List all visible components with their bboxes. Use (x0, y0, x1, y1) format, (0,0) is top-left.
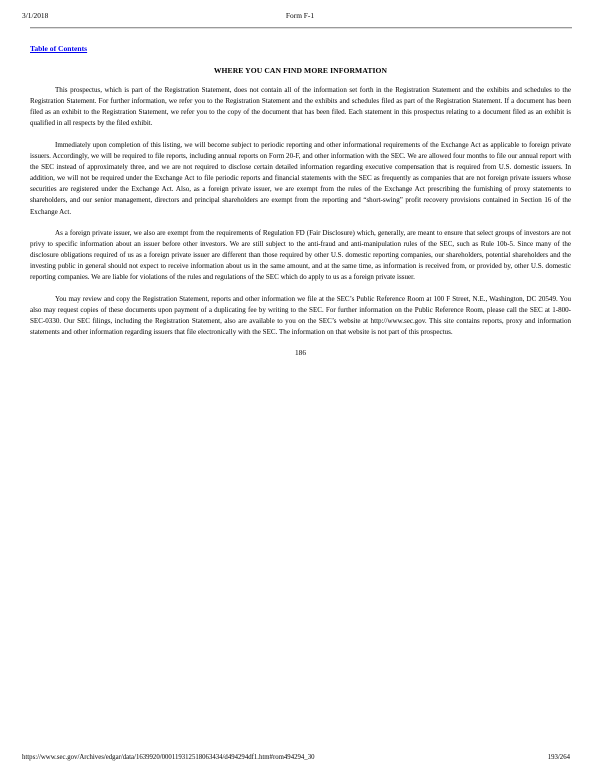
paragraph-registration-statement: This prospectus, which is part of the Registration Statement, does not contain all of the information set forth in the Registration Statement and the exhibits and schedules to the Registration Statement. For further information, we refer you to the Registration Statement and the exhibits and schedules filed as part of the Registration Statement. If a document has been filed as an exhibit to the Registration Statement, we refer you to the copy of the document that has been filed. Each statement in this prospectus relating to a document filed as an exhibit is qualified in all respects by the filed exhibit. (30, 86, 571, 128)
document-body (30, 66, 571, 357)
paragraph-public-reference-room: You may review and copy the Registration Statement, reports and other information we file at the SEC’s Public Reference Room at 100 F Street, N.E., Washington, DC 20549. You also may request copies of these documents upon payment of a duplicating fee by writing to the SEC. For further information on the Public Reference Room, please call the SEC at 1-800-SEC-0330. Our SEC filings, including the Registration Statement, also are available to you on the SEC’s website at http://www.sec.gov. This site contains reports, proxy and information statements and other information regarding issuers that file electronically with the SEC. The information on that website is not part of this prospectus. (30, 294, 571, 336)
source-url: https://www.sec.gov/Archives/edgar/data/1639920/000119312518063434/d494294df1.htm#rom494294_30 (22, 754, 315, 761)
paragraph-regulation-fd: As a foreign private issuer, we also are exempt from the requirements of Regulation FD (Fair Disclosure) which, generally, are meant to ensure that select groups of investors are not privy to specific information about an issuer before other investors. We are still subject to the anti-fraud and anti-manipulation rules of the SEC, such as Rule 10b-5. Since many of the disclosure obligations required of us as a foreign private issuer are different than those required by other U.S. domestic reporting companies, our shareholders, potential shareholders and the investing public in general should not expect to receive information about us in the same amount, and at the same time, as information is received from, or provided by, other U.S. domestic reporting companies. We are liable for violations of the rules and regulations of the SEC which do apply to us as a foreign private issuer. (30, 228, 571, 282)
paragraph-reporting-requirements: Immediately upon completion of this listing, we will become subject to periodic reporting and other informational requirements of the Exchange Act as applicable to foreign private issuers. Accordingly, we will be required to file reports, including annual reports on Form 20-F, and other information with the SEC. We are allowed four months to file our annual report with the SEC instead of approximately three, and we are not required to disclose certain detailed information regarding executive compensation that is required from U.S. domestic issuers. In addition, we will not be required under the Exchange Act to file periodic reports and financial statements with the SEC as frequently as companies that are not foreign private issuers whose securities are registered under the Exchange Act. Also, as a foreign private issuer, we are exempt from the rules of the Exchange Act prescribing the furnishing of proxy statements to shareholders, and our senior management, directors and principal shareholders are exempt from the reporting and “short-swing” profit recovery provisions contained in Section 16 of the Exchange Act. (30, 140, 571, 216)
table-of-contents-link[interactable]: Table of Contents (30, 44, 88, 53)
header-divider (30, 27, 572, 29)
print-page-count: 193/264 (547, 754, 570, 761)
document-title: Form F-1 (285, 11, 315, 20)
print-date: 3/1/2018 (22, 11, 49, 20)
page-number: 186 (295, 348, 306, 358)
section-heading: WHERE YOU CAN FIND MORE INFORMATION (213, 66, 388, 75)
